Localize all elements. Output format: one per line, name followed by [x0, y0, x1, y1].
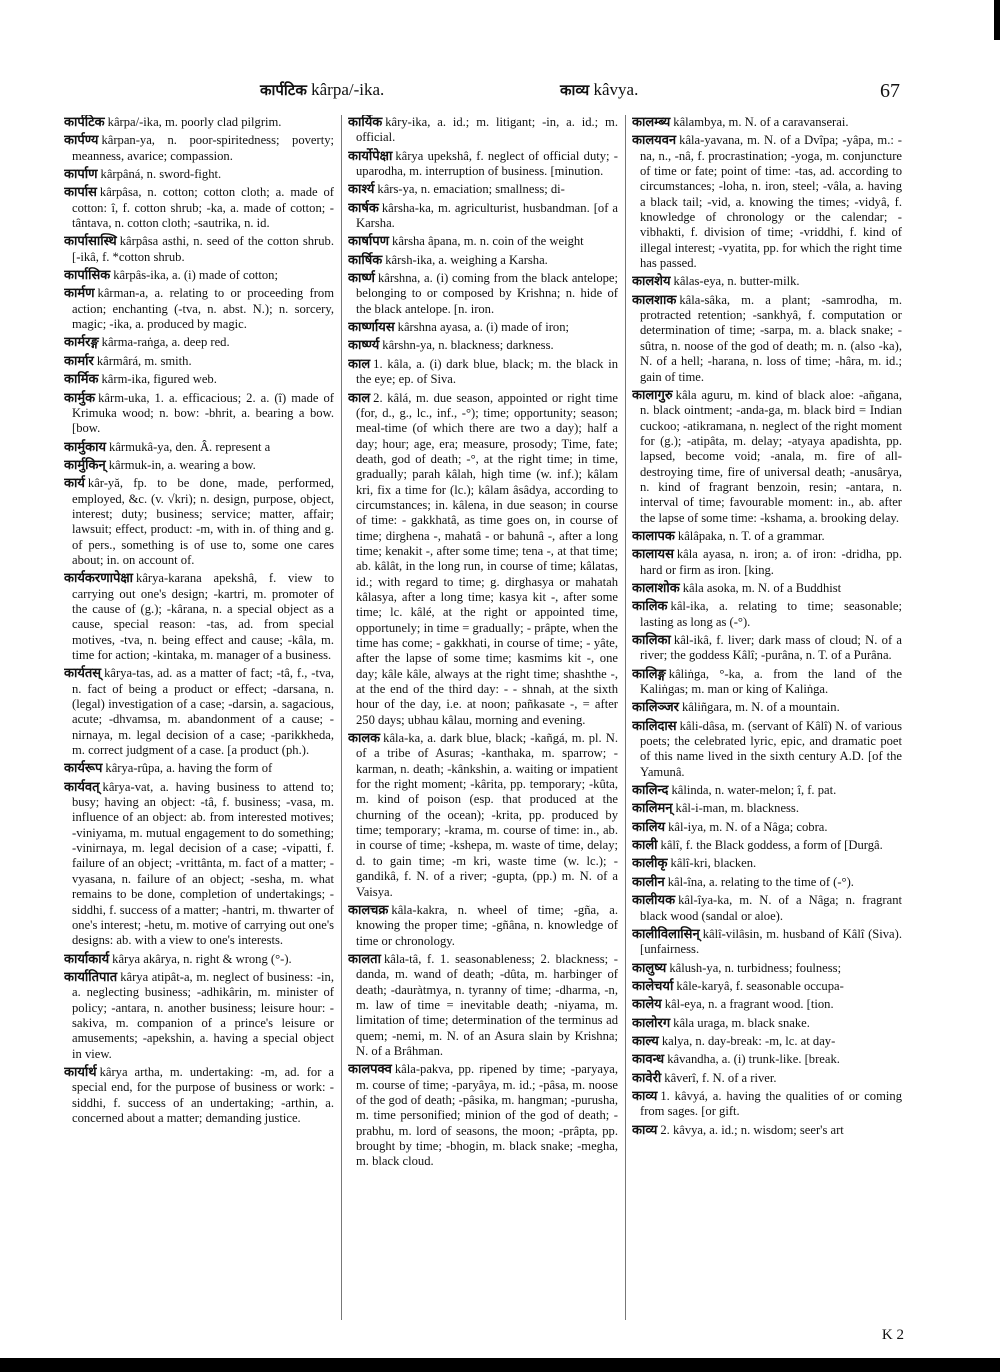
entry-text: kâlinda, n. water-melon; î, f. pat. [671, 783, 837, 798]
entry-text: kârsh-ika, a. weighing a Karsha. [385, 252, 548, 267]
entry-text: kâl-iya, m. N. of a Nâga; cobra. [668, 819, 828, 834]
entry-text: kâlî-vilâsin, m. husband of Kâlî (Siva). [unfairness. [640, 926, 902, 957]
entry-headword: काव्य [632, 1122, 658, 1138]
entry-text: kâliṅga, °-ka, a. from the land of the Kaliṅgas; m. man or king of Kaliṅga. [640, 666, 902, 697]
entry-headword: कार्पासिक [64, 268, 111, 284]
dictionary-entry [64, 476, 334, 568]
entry-text: kâla-kakra, n. wheel of time; -gña, a. knowing the proper time; -gñâna, n. knowledge of time or chronology. [356, 902, 618, 948]
entry-text: kâlambya, m. N. of a caravanserai. [673, 115, 849, 129]
entry-headword: कावन्ध [632, 1052, 665, 1068]
column-1 [64, 115, 334, 1320]
dictionary-entry [64, 952, 334, 967]
dictionary-entry [632, 801, 902, 816]
dictionary-entry [348, 1062, 618, 1169]
dictionary-entry [64, 440, 334, 455]
running-head-right-roman: kâvya. [593, 80, 639, 99]
dictionary-entry [632, 115, 902, 130]
entry-headword: कार्ष्णायस [348, 320, 395, 336]
entry-text: kâry-ika, a. id.; m. litigant; -in, a. id.; m. official. [356, 115, 618, 145]
dictionary-entry [348, 115, 618, 146]
entry-headword: कार्पटिक [64, 115, 105, 130]
entry-headword: कार्पाण [64, 167, 98, 183]
entry-headword: कालशाक [632, 292, 677, 308]
entry-text: kâla-yavana, m. N. of a Dvîpa; -yâpa, m.: -na, n., -nâ, f. procrastination; -yoga, m. conjuncture of time or fate; point of time: -tas, ad. according to circumstances; -loha, n. iron, steel; -vâla, a. having a black tail; -vid, a. knowing the times; -vidyâ, f. knowledge of chronology or the calendar; -vibhakti, f. division of time; -vriddhi, f. kind of illegal interest; -vyatita, pp. for which the right time has passed. [640, 133, 902, 271]
dictionary-entry [632, 529, 902, 544]
signature-mark: K 2 [881, 1327, 904, 1343]
entry-headword: कालीविलासिन् [632, 926, 700, 942]
entry-text: kârma-raṅga, a. deep red. [101, 335, 230, 350]
entry-headword: कालोरग [632, 1015, 671, 1031]
dictionary-entry [632, 274, 902, 289]
entry-text: kârm-ika, figured web. [101, 372, 217, 387]
entry-text: kâl-îya-ka, m. N. of a Nâga; n. fragrant black wood (sandal or aloe). [640, 893, 902, 923]
entry-text: kârya-tas, ad. as a matter of fact; -tâ, f., -tva, n. fact of being a product or effect; -darsana, n. (legal) investigation of a case; -darsin, a. sagacious, acute; -dhvamsa, m. abandonment of a cause; -nirnaya, m. legal decision of a case; -parikkheda, m. correct judgment of a case. [a product (ph.). [72, 666, 334, 758]
dictionary-entry [64, 354, 334, 369]
dictionary-entry [348, 201, 618, 232]
entry-headword: कार्पण्य [64, 133, 99, 149]
dictionary-entry [632, 856, 902, 871]
dictionary-entry [632, 1123, 902, 1138]
dictionary-entry [64, 133, 334, 164]
entry-headword: कालापक [632, 528, 675, 544]
entry-text: kârya atipât-a, m. neglect of business: -in, a. neglecting business; -adhikârin, m. minister of policy; -antara, n. another business; leisure hour: -sakiva, m. companion of a prince's leisure or amusements; -apekshin, a. having a special object in view. [72, 969, 334, 1061]
entry-headword: काल्य [632, 1033, 659, 1049]
entry-headword: काल [348, 390, 371, 406]
entry-headword: कार्मरङ्ग [64, 335, 99, 351]
dictionary-entry [64, 1065, 334, 1126]
entry-headword: कार्याकार्य [64, 951, 110, 967]
dictionary-entry [348, 903, 618, 949]
dictionary-entry [64, 571, 334, 663]
entry-text: 1. kâla, a. (i) dark blue, black; m. the black in the eye; ep. of Siva. [356, 356, 618, 387]
dictionary-entry [632, 1071, 902, 1086]
entry-text: kârya artha, m. undertaking: -m, ad. for a special end, for the purpose of business or work: -siddhi, f. success of an undertaking; -arthin, a. concerned about a matter; demanding justice. [72, 1064, 334, 1125]
dictionary-entry [348, 253, 618, 268]
entry-text: kâla aguru, m. kind of black aloe: -añgana, n. black ointment; -anda-ga, m. black bird = Indian cuckoo; -atikramana, n. neglect of the right moment for (g.); -atipâta, m. delay; -atyaya apadishta, pp. lapsed, become void; -anala, m. fire of all-destroying time, fire of universal death; -anusârya, n. kind of fragrant benzoin, resin; -antara, n. interval of time; favourable moment: in., ab. after the lapse of some time: -kshama, a. brooking delay. [640, 387, 902, 525]
entry-headword: काल [348, 356, 371, 372]
entry-headword: कालिन्द [632, 783, 669, 799]
entry-text: kâla-sâka, m. a plant; -samrodha, m. protracted retention; -sankhyâ, f. computation or determination of time; -sarpa, m. a. black snake; -sûtra, n. noose of the god of death; m. n. (also -ka), N. of a hell; -harana, n. loss of time; -hâra, m. id.; gain of time. [640, 292, 902, 384]
entry-text: kâliñgara, m. N. of a mountain. [682, 700, 840, 715]
entry-text: kâlush-ya, n. turbidness; foulness; [669, 960, 842, 975]
entry-text: kâle-karyâ, f. seasonable occupa- [676, 978, 844, 993]
entry-headword: कार्य [64, 476, 85, 492]
column-2 [348, 115, 618, 1320]
entry-headword: कालम्ब्य [632, 115, 671, 130]
entry-headword: कार्यतस् [64, 666, 102, 682]
dictionary-entry [632, 133, 902, 271]
dictionary-entry [632, 979, 902, 994]
entry-text: kârya-vat, a. having business to attend to; busy; having an object: -tâ, f. business; -vasa, m. influence of an object: ab. from interested motives; -viniyama, m. mutual engagement to do something; -vinirnaya, m. legal decision of a case; -vipatti, f. failure of an object; -vrittânta, m. fact of a matter; -vyasana, n. failure of an object; -sesha, m. what remains to be done, completion of undertakings; -siddhi, f. success of a matter; -hantri, m. thwarter of one's interest; -hetu, m. motive of carrying out one's designs: ab. with a view to one's interests. [72, 779, 334, 948]
dictionary-entry [64, 780, 334, 949]
entry-headword: कालिङ्ग [632, 666, 666, 682]
entry-text: kârshna, a. (i) coming from the black antelope; belonging to or composed by Krishna; n. hide of the black antelope. [n. iron. [356, 271, 618, 316]
entry-text: kârsha âpana, m. n. coin of the weight [392, 234, 584, 249]
entry-text: kâla asoka, m. N. of a Buddhist [682, 580, 842, 595]
entry-text: kârya-karana apekshâ, f. view to carrying out one's design; -kartri, m. promoter of the cause of (g.); -kârana, n. a special object as a cause, special reason: -tas, ad. from special motives, -tva, n. being effect and cause; -kâla, m. time for action; -kintaka, m. manager of a business. [72, 571, 334, 662]
entry-headword: कालिय [632, 819, 666, 835]
entry-headword: कालिका [632, 633, 671, 648]
running-head-left-devanagari: कार्पटिक [260, 81, 307, 99]
dictionary-entry [64, 115, 334, 130]
scan-bottom-edge [0, 1358, 1000, 1372]
dictionary-entry [632, 719, 902, 780]
entry-headword: कालचक्र [348, 902, 389, 918]
entry-text: kârpan-ya, n. poor-spiritedness; poverty; meanness, avarice; compassion. [72, 133, 334, 163]
entry-headword: कार्यातिपात [64, 969, 118, 985]
entry-text: kâr-yă, fp. to be done, made, performed, employed, &c. (v. √kri); n. design, purpose, object, interest; duty; business; service; matter, affair; lawsuit; effect, product: -m, with in. of thing and g. of pers., something is of use to, some one cares about; in. on account of. [72, 476, 334, 567]
dictionary-entry [632, 820, 902, 835]
entry-headword: कार्षिक [348, 252, 383, 268]
entry-text: kalya, n. day-break: -m, lc. at day- [661, 1033, 836, 1048]
dictionary-entry [348, 182, 618, 197]
entry-headword: कार्षापण [348, 234, 390, 250]
entry-text: kârya-rûpa, a. having the form of [105, 761, 273, 776]
dictionary-entry [64, 268, 334, 283]
entry-headword: कालागुरु [632, 387, 673, 403]
entry-headword: कार्मण [64, 286, 95, 302]
entry-text: kâla uraga, m. black snake. [673, 1015, 810, 1030]
entry-text: kârya akârya, n. right & wrong (°-). [112, 951, 292, 966]
entry-text: kârsha-ka, m. agriculturist, husbandman. [of a Karsha. [356, 200, 618, 231]
entry-headword: कार्मार [64, 353, 94, 369]
dictionary-entry [64, 970, 334, 1062]
dictionary-entry [632, 599, 902, 630]
entry-text: kâvandha, a. (i) trunk-like. [break. [667, 1052, 840, 1067]
dictionary-entry [632, 667, 902, 698]
dictionary-entry [348, 338, 618, 353]
scan-edge-mark [994, 0, 1000, 40]
entry-headword: कार्मिक [64, 372, 99, 388]
entry-headword: कालक [348, 731, 381, 747]
entry-text: kâl-eya, n. a fragrant wood. [tion. [664, 997, 834, 1012]
dictionary-entry [632, 927, 902, 958]
entry-headword: कालिञ्जर [632, 700, 679, 716]
entry-headword: कार्ष्ण्य [348, 338, 380, 354]
entry-text: 1. kâvyá, a. having the qualities of or coming from sages. [or gift. [640, 1088, 902, 1119]
page-number: 67 [880, 80, 900, 102]
entry-headword: कार्यकरणापेक्षा [64, 571, 134, 587]
entry-headword: कार्ष्ण [348, 271, 375, 287]
dictionary-entry [64, 666, 334, 758]
entry-headword: कार्पासास्थि [64, 234, 117, 250]
entry-text: kâl-îna, a. relating to the time of (-°). [667, 874, 854, 889]
running-head-left [260, 80, 384, 100]
entry-headword: कालिमन् [632, 801, 673, 817]
entry-headword: कालेचर्या [632, 978, 674, 994]
entry-text: kâlas-eya, n. butter-milk. [673, 274, 800, 289]
entry-text: kâlî, f. the Black goddess, a form of [Durgâ. [660, 838, 883, 853]
entry-headword: कालाशोक [632, 580, 680, 596]
entry-headword: कार्यार्थ [64, 1064, 97, 1080]
dictionary-entry [632, 581, 902, 596]
entry-headword: काव्य [632, 1088, 658, 1104]
dictionary-entry [348, 357, 618, 388]
entry-headword: कार्योपेक्षा [348, 148, 393, 164]
entry-text: kârshna ayasa, a. (i) made of iron; [397, 320, 569, 335]
entry-text: kâla-tâ, f. 1. seasonableness; 2. blackness; -danda, m. wand of death; -dûta, m. harbinger of death; -dauràtmya, n. tyranny of time; -dharma, -n, m. law of time = inevitable death; -niyama, m. limitation of time; determination of the terminus ad quem; -nemi, m. N. of an Asura slain by Krishna; N. of a Brâhman. [356, 951, 618, 1058]
dictionary-entry [348, 952, 618, 1059]
entry-headword: कार्यरूप [64, 761, 103, 777]
running-head-right-devanagari: काव्य [560, 81, 590, 99]
dictionary-entry [348, 149, 618, 180]
dictionary-entry [64, 458, 334, 473]
dictionary-entry [64, 185, 334, 231]
entry-headword: कावेरी [632, 1070, 662, 1086]
entry-text: kârpâs-ika, a. (i) made of cotton; [113, 268, 278, 283]
entry-headword: काली [632, 838, 658, 854]
dictionary-entry [632, 1089, 902, 1120]
entry-text: kârmuk-in, a. wearing a bow. [108, 457, 256, 472]
dictionary-columns [64, 115, 904, 1320]
dictionary-entry [64, 761, 334, 776]
entry-headword: कालायस [632, 547, 674, 563]
entry-text: kâla ayasa, n. iron; a. of iron: -dridha, pp. hard or firm as iron. [king. [640, 547, 902, 577]
entry-text: kâl-ika, a. relating to time; seasonable; lasting as long as (-°). [640, 599, 902, 629]
entry-text: 2. kâvya, a. id.; n. wisdom; seer's art [660, 1122, 844, 1137]
entry-headword: कार्मुकिन् [64, 457, 106, 473]
dictionary-entry [64, 167, 334, 182]
dictionary-entry [64, 234, 334, 265]
running-head-left-roman: kârpa/-ika. [311, 80, 385, 99]
entry-text: kârpa/-ika, m. poorly clad pilgrim. [107, 115, 282, 129]
entry-headword: कालिक [632, 599, 668, 615]
entry-text: kârmukâ-ya, den. Â. represent a [109, 439, 271, 454]
entry-headword: कालिदास [632, 718, 677, 734]
dictionary-entry [64, 391, 334, 437]
entry-headword: कालेय [632, 997, 662, 1013]
dictionary-entry [64, 372, 334, 387]
entry-headword: कार्श्य [348, 182, 375, 198]
column-3 [632, 115, 902, 1320]
entry-text: kârs-ya, n. emaciation; smallness; di- [377, 182, 565, 197]
dictionary-entry [348, 391, 618, 729]
dictionary-entry [632, 1052, 902, 1067]
entry-headword: कार्षक [348, 200, 379, 216]
entry-text: kârpâsa, n. cotton; cotton cloth; a. made of cotton: î, f. cotton shrub; -ka, a. made of cotton; -tântava, n. cotton cloth; -sautrika, n. id. [72, 185, 334, 231]
column-divider [625, 115, 626, 1320]
entry-text: kârpâná, n. sword-fight. [100, 167, 222, 182]
running-header [40, 80, 900, 108]
entry-text: kârshn-ya, n. blackness; darkness. [382, 338, 554, 353]
entry-headword: कालयवन [632, 133, 677, 149]
entry-text: kâlî-kri, blacken. [670, 856, 757, 871]
entry-text: kâlâpaka, n. T. of a grammar. [677, 528, 825, 543]
dictionary-entry [64, 286, 334, 332]
dictionary-entry [632, 893, 902, 924]
entry-text: 2. kâlá, m. due season, appointed or right time (for, d., g., lc., inf., -°); time; opportunity; season; meal-time (of which there are two a day); half a day; hour; age, era; measure, prosody; Time, fate; death, god of death; -°, at the right time; in time, gradually; parah kâlah, high time (w. inf.); kâlam kri, fix a time for (lc.); kâlam âsâdya, according to circumstances; in. kâlena, in due season; in course of time: - gakkhatâ, as time goes on, in course of time; dirghena -, mahatâ - or bahunâ -, after a long time; kenakit -, after some time; tena -, at that time; ab. kâlât, in the long run, in course of time; kâlatas, id.; with regard to time; g. dirghasya or mahatah kâlasya, after a long time; kasya kit -, after some time; lc. kâlé, at the right or appointed time, opportunely; in time = gradually; - prâpte, when the time has come; - gakkhati, in course of time; - yâte, after the lapse of some time; kasmims kit -, one day; kâle kâle, always at the right time; shashthe -, at the end of the third day: - - shnah, at the sixth hour of the day, i.e. at noon; pañkasate -, = after 250 days; ubhau kâlau, morning and evening. [356, 390, 618, 727]
entry-headword: कार्पास [64, 185, 97, 201]
dictionary-entry [632, 1016, 902, 1031]
entry-headword: कालशेय [632, 274, 671, 290]
dictionary-entry [348, 320, 618, 335]
dictionary-entry [632, 783, 902, 798]
dictionary-entry [348, 234, 618, 249]
entry-text: kârman-a, a. relating to or proceeding from action; enchanting (-tva, n. abst. N.); n. sorcery, magic; -ika, a. produced by magic. [72, 286, 334, 332]
entry-text: kâl-ikâ, f. liver; dark mass of cloud; N. of a river; the goddess Kâlî; -purâna, n. T. of a Purâna. [640, 633, 902, 663]
entry-text: kâla-pakva, pp. ripened by time; -paryaya, m. course of time; -paryâya, m. id.; -pâsa, m. noose of the god of death; -pâsika, m. hangman; -purusha, m. time personified; minion of the god of death; -prabhu, m. lord of seasons, the moon; -prâpta, pp. brought by time; -bhogin, m. black snake; -megha, m. black cloud. [356, 1062, 618, 1169]
entry-text: kârmârá, m. smith. [96, 353, 192, 368]
entry-headword: कालपक्व [348, 1062, 392, 1078]
entry-headword: कालीन [632, 874, 665, 890]
entry-headword: कालीकृ [632, 856, 668, 872]
dictionary-entry [348, 271, 618, 317]
entry-headword: कार्मुकाय [64, 439, 107, 455]
running-head-right [560, 80, 638, 100]
entry-headword: कार्मुक [64, 390, 96, 406]
dictionary-entry [632, 700, 902, 715]
dictionary-entry [632, 547, 902, 578]
dictionary-entry [632, 388, 902, 526]
entry-headword: कार्यवत् [64, 779, 100, 795]
dictionary-entry [632, 997, 902, 1012]
dictionary-entry [632, 838, 902, 853]
entry-text: kârpâsa asthi, n. seed of the cotton shrub. [-ikâ, f. *cotton shrub. [72, 234, 334, 264]
dictionary-entry [64, 335, 334, 350]
dictionary-entry [348, 731, 618, 900]
dictionary-entry [632, 633, 902, 664]
entry-headword: कालीयक [632, 893, 676, 909]
entry-headword: कालता [348, 951, 381, 967]
entry-text: kârya upekshâ, f. neglect of official duty; -uparodha, m. interruption of business. [minution. [356, 148, 618, 179]
entry-text: kâl-i-man, m. blackness. [675, 801, 799, 816]
dictionary-entry [632, 293, 902, 385]
entry-headword: कालुष्य [632, 960, 667, 976]
entry-text: kârm-uka, 1. a. efficacious; 2. a. (î) made of Krimuka wood; n. bow: -bhrit, a. bearing a bow. [bow. [72, 390, 334, 436]
entry-text: kâla-ka, a. dark blue, black; -kañgá, m. pl. N. of a tribe of Asuras; -kanthaka, m. sparrow; -karman, n. death; -kânkshin, a. waiting or impatient for the right moment; -kârita, pp. temporary; -kûta, m. kind of poison (esp. that produced at the churning of the ocean); -krita, pp. produced by time; temporary; -krama, m. course of time: in., ab. in course of time; -kshepa, m. waste of time, delay; d. to gain time; -m kri, waste time (w. lc.); -gandikâ, f. N. of a river; -gupta, (pp.) m. N. of a Vaisya. [356, 731, 618, 899]
entry-text: kâverî, f. N. of a river. [664, 1070, 777, 1085]
entry-headword: कार्यिक [348, 115, 383, 130]
dictionary-entry [632, 875, 902, 890]
dictionary-entry [632, 1034, 902, 1049]
entry-text: kâli-dâsa, m. (servant of Kâlî) N. of various poets; the celebrated lyric, epic, and dramatic poet of this name lived in the sixth century A.D. [of the Yamunâ. [640, 718, 902, 779]
dictionary-entry [632, 961, 902, 976]
column-divider [341, 115, 342, 1320]
